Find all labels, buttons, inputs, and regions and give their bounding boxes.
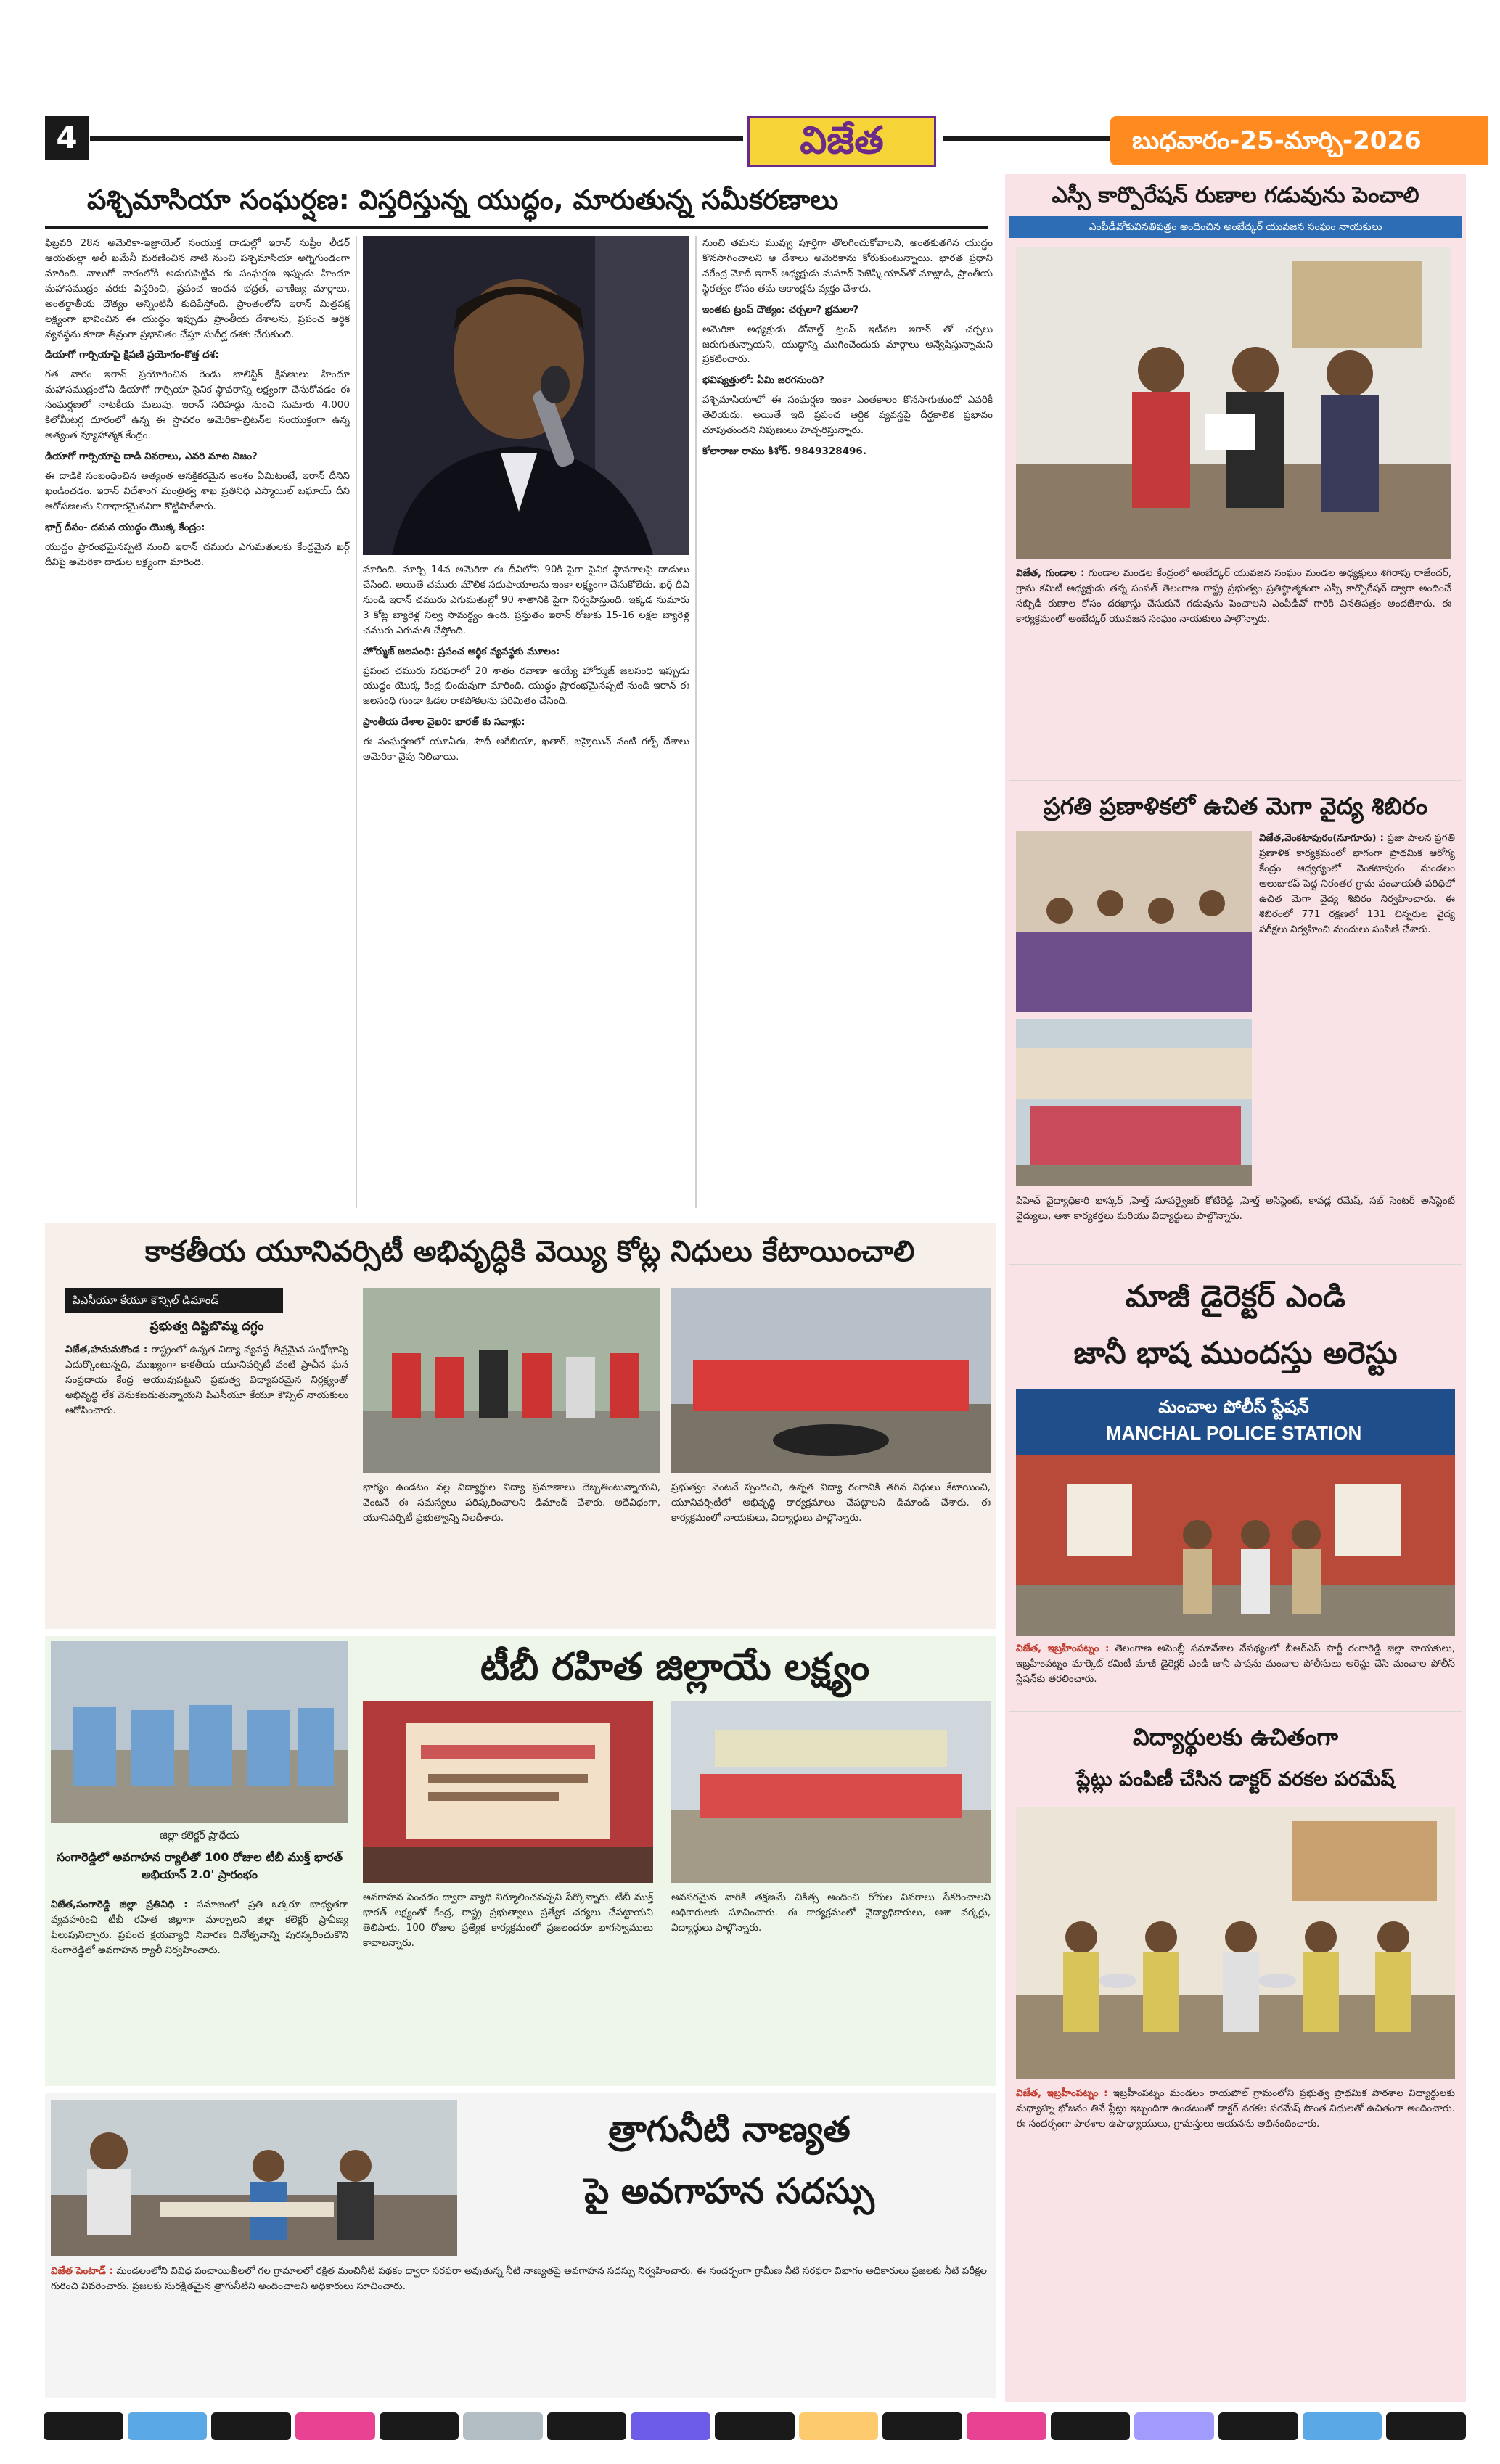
lead-col2 — [363, 562, 689, 1215]
tb-subhead: సంగారెడ్డిలో అవగాహన ర్యాలీతో 100 రోజుల టీబీ ముక్త్ భారత్ అభియాన్ 2.0' ప్రారంభం — [57, 1850, 343, 1881]
lead-subhead5: ప్రాంతీయ దేశాల వైఖరి: భారత్ కు సవాళ్లు: — [363, 716, 525, 728]
tb-body: సమాజంలో ప్రతి ఒక్కరూ బాధ్యతగా వ్యవహరించి టీబీ రహిత జిల్లాగా మార్చాలని జిల్లా కలెక్టర్ ప్రావీణ్య పిలుపునిచ్చారు. ప్రపంచ క్షయవ్యాధి నివారణ దినోత్సవాన్ని పురస్కరించుకొని సంగారెడ్డిలో అవగాహన ర్యాలీ నిర్వహించారు. — [51, 1899, 348, 1956]
sc-body-text: గుండాల మండల కేంద్రంలో అంబేద్కర్ యువజన సంఘం మండల అధ్యక్షులు శిగిరాపు రాజేందర్, గ్రామ కమిటీ అధ్యక్షుడు తన్న సంపత్ తెలంగాణ రాష్ట్ర ప్రభుత్వం ప్రతిష్ఠాత్మకంగా ఎస్సీ కార్పొరేషన్ ద్వారా అందించే సబ్సిడీ రుణాల కోసం దరఖాస్తు చేసుకునే గడువును పెంచాలని ఎంపీడీవో గారికి వినతిపత్రం అందజేశారు. ఈ కార్యక్రమంలో అంబేద్కర్ యువజన సంఘం నాయకులు పాల్గొన్నారు. — [1016, 567, 1451, 625]
camp-body-2 — [1016, 1194, 1455, 1259]
lead-col2-p2: ప్రపంచ చమురు సరఫరాలో 20 శాతం రవాణా అయ్యే హోర్ముజ్ జలసంధి ఇప్పుడు యుద్ధం యొక్క కేంద్ర బిందువుగా మారింది. యుద్ధం ప్రారంభమైనప్పటి నుండి ఇరాన్ ఈ జలసంధి గుండా ఓడల రాకపోకలను పరిమితం చేసింది. — [363, 665, 689, 707]
reg-mark — [295, 2412, 375, 2440]
arrest-headline-1: మాజీ డైరెక్టర్ ఎండి — [1126, 1278, 1345, 1314]
lead-author-photo — [363, 236, 689, 555]
color-registration-strip — [44, 2412, 1466, 2440]
ku-col3 — [671, 1480, 991, 1625]
lead-col1-p4: యుద్ధం ప్రారంభమైనప్పటి నుంచి ఇరాన్ చమురు ఎగుమతులకు కేంద్రమైన ఖర్గ్ దీవిపై అమెరికా దాడుల లక్ష్యంగా మారింది. — [45, 541, 350, 568]
ku-col2 — [363, 1480, 660, 1625]
ku-tag: పిఎసీయూ కేయూ కౌన్సిల్ డిమాండ్ — [65, 1288, 283, 1313]
tb-dateline: విజేత,సంగారెడ్డి జిల్లా ప్రతినిధి : — [51, 1899, 188, 1910]
rally-photo-illustration — [671, 1701, 991, 1883]
col-divider — [356, 236, 357, 1208]
reg-mark — [1386, 2412, 1466, 2440]
reg-mark — [44, 2412, 123, 2440]
lead-rule — [45, 226, 988, 229]
camp-body-text: ప్రజా పాలన ప్రగతి ప్రణాళిక కార్యక్రమంలో భాగంగా ప్రాథమిక ఆరోగ్య కేంద్రం ఆధ్వర్యంలో వెంకటాపురం మండలం ఆలుబాకప్ పెద్ద నిరంతర గ్రామ పంచాయతీ పరిధిలో ఉచిత మెగా వైద్య శిబిరం నిర్వహించారు. ఈ శిబిరంలో 771 రక్షణలో 131 చిన్నరుల వైద్య పరీక్షలు నిర్వహించి మందులు పంపిణీ చేశారు. — [1259, 832, 1455, 935]
sc-photo — [1016, 247, 1451, 559]
camp-dateline: విజేత,వెంకటాపురం(నూగూరు) : — [1259, 832, 1384, 844]
ku-body2: భాగ్యం ఉండటం వల్ల విద్యార్థుల విద్యా ప్రమాణాలు దెబ్బతింటున్నాయని, వెంటనే ఈ సమస్యలు పరిష్కరించాలని డిమాండ్ చేశారు. అదేవిధంగా, యూనివర్సిటీ ప్రభుత్వాన్ని నిలదీశారు. — [363, 1482, 660, 1524]
rally-photo-illustration — [51, 1641, 348, 1823]
sc-subhead: ఎంపీడీవోకువినతిపత్రం అందించిన అంబేద్కర్ యువజన సంఘం నాయకులు — [1009, 216, 1462, 238]
section-rule — [1009, 1264, 1462, 1265]
lead-subhead4: హోర్ముజ్ జలసంధి: ప్రపంచ ఆర్థిక వ్యవస్థకు మూలం: — [363, 645, 560, 657]
tb-rally-photo — [51, 1641, 348, 1823]
lead-col1-p1: ఫిబ్రవరి 28న అమెరికా-ఇజ్రాయెల్ సంయుక్త దాడుల్లో ఇరాన్ సుప్రీం లీడర్ ఆయతుల్లా అలీ ఖమేనీ మరణించిన నాటి నుంచి పశ్చిమాసియా అగ్నిగుండంగా మారింది. నాలుగో వారంలోకి అడుగుపెట్టిన ఈ సంఘర్షణ ఇప్పుడు హిందూ మహాసముద్రం వరకు విస్తరించి, ప్రపంచ ఇంధన భద్రత, వాణిజ్య మార్గాలు, అంతర్జాతీయ దౌత్యం అన్నింటినీ కుదిపేస్తోంది. ప్రాంతంలోని ఇరాన్ మిత్రపక్ష లక్ష్యంగా భావించిన ఈ యుద్ధం ఇప్పుడు ప్రాంతీయ దేశాలను, ప్రపంచ ఆర్థిక వ్యవస్థను కూడా తీవ్రంగా ప్రభావితం చేస్తూ సుదీర్ఘ దశకు చేరుకుంది. — [45, 237, 350, 340]
camp-photo-2 — [1016, 1019, 1252, 1186]
masthead-rule-right — [943, 136, 1110, 141]
reg-mark — [715, 2412, 795, 2440]
tb-col1 — [51, 1897, 348, 2082]
reg-mark — [547, 2412, 627, 2440]
ku-dateline: విజేత,హనుమకొండ : — [65, 1344, 148, 1355]
lead-subhead7: భవిష్యత్తులో: ఏమి జరగనుంది? — [702, 374, 824, 387]
water-headline-1: త్రాగునీటి నాణ్యత — [608, 2109, 851, 2150]
reg-mark — [967, 2412, 1046, 2440]
camp-body2-text: పిహెచ్ వైద్యాధికారి భాస్కర్ ,హెల్త్ సూపర్వైజర్ కోటిరెడ్డి ,హెల్త్ అసిస్టెంట్, కావడ్ల రమేష్, సబ్ సెంటర్ అసిస్టెంట్ వైద్యులు, ఆశా కార్యకర్తలు మరియు విద్యార్థులు పాల్గొన్నారు. — [1016, 1195, 1455, 1222]
lead-subhead3: భాగ్ర్ దీపం- దమన యుద్ధం యొక్క కేంద్రం: — [45, 521, 205, 533]
water-body — [51, 2264, 987, 2394]
lead-author: కోలారాజు రాము కిశోర్. 9849328496. — [702, 445, 866, 458]
ku-headline: కాకతీయ యూనివర్సిటీ అభివృద్ధికి వెయ్యి కోట్ల నిధులు కేటాయించాలి — [144, 1235, 915, 1268]
police-sign-english: MANCHAL POLICE STATION — [1105, 1422, 1362, 1444]
plates-photo — [1016, 1807, 1455, 2079]
plates-body — [1016, 2086, 1455, 2394]
sc-dateline: విజేత, గుండాల : — [1016, 567, 1085, 579]
tb-photo-caption: జిల్లా కలెక్టర్ ప్రాధేయ — [160, 1830, 239, 1841]
tb-body3: అవసరమైన వారికి తక్షణమే చికిత్స అందించి రోగుల వివరాలు సేకరించాలని అధికారులకు సూచించారు. ఈ కార్యక్రమంలో వైద్యాధికారులు, ఆశా వర్కర్లు, విద్యార్థులు పాల్గొన్నారు. — [671, 1892, 991, 1934]
arrest-dateline: విజేత, ఇబ్రహీంపట్నం : — [1016, 1643, 1110, 1654]
col-divider — [695, 236, 697, 1208]
ku-subhead: ప్రభుత్వ దిష్టిబొమ్మ దగ్ధం — [149, 1319, 264, 1334]
water-headline-2: పై అవగాహన సదస్సు — [584, 2171, 874, 2212]
section-rule — [1009, 1711, 1462, 1712]
protest-photo-illustration — [671, 1288, 991, 1473]
lead-headline: పశ్చిమాసియా సంఘర్షణ: విస్తరిస్తున్న యుద్ధం, మారుతున్న సమీకరణాలు — [87, 184, 839, 215]
water-dateline: విజేత పెంటాడ్ : — [51, 2265, 114, 2277]
tb-photo-3 — [671, 1701, 991, 1883]
arrest-body — [1016, 1641, 1455, 1707]
lead-col3-p2: అమెరికా అధ్యక్షుడు డోనాల్డ్ ట్రంప్ ఇటీవల ఇరాన్ తో చర్చలు జరుగుతున్నాయని, యుద్ధాన్ని ముగించేందుకు మార్గాలు అన్వేషిస్తున్నామని ప్రకటించారు. — [702, 323, 993, 366]
reg-mark — [1218, 2412, 1298, 2440]
lead-subhead6: ఇంతకు ట్రంప్ దౌత్యం: చర్చలా? భ్రమలా? — [702, 303, 859, 316]
office-photo-illustration — [1016, 247, 1451, 559]
tb-photo-2 — [363, 1701, 653, 1883]
ku-photo-1 — [363, 1288, 660, 1473]
tb-col3 — [671, 1890, 991, 2082]
reg-mark — [1134, 2412, 1214, 2440]
tb-headline: టీబీ రహిత జిల్లాయే లక్ష్యం — [480, 1646, 870, 1689]
protest-photo-illustration — [363, 1288, 660, 1473]
ku-col1 — [65, 1342, 348, 1625]
reg-mark — [128, 2412, 208, 2440]
issue-date: బుధవారం-25-మార్చి-2026 — [1110, 116, 1488, 165]
police-sign-telugu: మంచాల పోలీస్ స్టేషన్ — [1158, 1397, 1309, 1417]
classroom-illustration — [1016, 1807, 1455, 2079]
reg-mark — [631, 2412, 710, 2440]
lead-col2-p1: మారింది. మార్చి 14న అమెరికా ఈ దీవిలోని 90కి పైగా సైనిక స్థావరాలపై దాడులు చేసింది. అయితే చమురు మౌలిక సదుపాయాలను ఇంకా లక్ష్యంగా చేసుకోలేదు. ఖర్గ్ దీవి నుండి ఇరాన్ చమురు ఎగుమతుల్లో 90 శాతానికి పైగా నిర్వహిస్తుంది. ఇక్కడ సుమారు 3 కోట్ల బ్యారెళ్ల నిల్వ సామర్థ్యం ఉంది. ప్రస్తుతం ఇరాన్ రోజుకు 15-16 లక్షల బ్యారెళ్ల చమురు ఎగుమతి చేస్తోంది. — [363, 564, 689, 636]
reg-mark — [380, 2412, 459, 2440]
reg-mark — [211, 2412, 291, 2440]
lead-col1 — [45, 236, 350, 1215]
water-photo — [51, 2100, 457, 2256]
plates-dateline: విజేత, ఇబ్రహీంపట్నం : — [1016, 2087, 1108, 2099]
meeting-photo-illustration — [51, 2100, 457, 2256]
sc-headline: ఎస్సీ కార్పొరేషన్ రుణాల గడువును పెంచాలి — [1052, 183, 1419, 208]
reg-mark — [1051, 2412, 1131, 2440]
sc-body — [1016, 566, 1451, 773]
camp-body — [1259, 831, 1455, 1186]
camp-headline: ప్రగతి ప్రణాళికలో ఉచిత మెగా వైద్య శిబిరం — [1043, 792, 1428, 820]
plates-headline-1: విద్యార్థులకు ఉచితంగా — [1133, 1723, 1338, 1751]
event-banner-illustration — [363, 1701, 653, 1883]
tb-body2: అవగాహన పెంచడం ద్వారా వ్యాధి నిర్మూలించవచ్చని పేర్కొన్నారు. టీబీ ముక్త్ భారత్ లక్ష్యంతో కేంద్ర, రాష్ట్ర ప్రభుత్వాలు ప్రత్యేక చర్యలు చేపట్టాయని తెలిపారు. 100 రోజుల ప్రత్యేక కార్యక్రమంలో ప్రజలందరూ భాగస్వాములు కావాలన్నారు. — [363, 1892, 653, 1949]
reg-mark — [882, 2412, 962, 2440]
arrest-headline-2: జానీ భాష ముందస్తు అరెస్టు — [1073, 1335, 1398, 1371]
ku-photo-2 — [671, 1288, 991, 1473]
lead-col1-p2: గత వారం ఇరాన్ ప్రయోగించిన రెండు బాలిస్టిక్ క్షిపణులు హిందూ మహాసముద్రంలోని డియాగో గార్సియా సైనిక స్థావరాన్ని లక్ష్యంగా చేసుకోవడం ఈ సంఘర్షణలో నాటకీయ మలుపు. ఇరాన్ సరిహద్దు నుంచి సుమారు 4,000 కిలోమీటర్ల దూరంలో ఉన్న ఈ స్థావరం అమెరికా-బ్రిటన్‌ల సంయుక్తంగా ఉన్న అత్యంత వ్యూహాత్మక కేంద్రం. — [45, 369, 350, 442]
masthead-rule-left — [90, 136, 743, 141]
newspaper-logo: విజేత — [747, 116, 936, 167]
reg-mark — [1303, 2412, 1382, 2440]
lead-col3 — [702, 236, 993, 1215]
camp-photo-1 — [1016, 831, 1252, 1012]
plates-headline-2: ప్లేట్లు పంపిణీ చేసిన డాక్టర్ వరకల పరమేష్ — [1076, 1768, 1395, 1791]
page-number: 4 — [45, 116, 89, 160]
arrest-body-text: తెలంగాణ అసెంబ్లీ సమావేశాల నేపథ్యంలో బీఆర్ఎస్ పార్టీ రంగారెడ్డి జిల్లా నాయకులు, ఇబ్రహీంపట్నం మార్కెట్ కమిటీ మాజీ డైరెక్టర్ ఎండీ జానీ పాషను మంచాల పోలీసులు అరెస్టు చేసి మంచాల పోలీస్ స్టేషన్‌కు తరలించారు. — [1016, 1643, 1455, 1685]
reg-mark — [463, 2412, 543, 2440]
plates-body-text: ఇబ్రహీంపట్నం మండలం రాయపోల్ గ్రామంలోని ప్రభుత్వ ప్రాథమిక పాఠశాల విద్యార్థులకు మధ్యాహ్న భోజనం తినే ప్లేట్లు ఇబ్బందిగా ఉండటంతో డాక్టర్ వరకల పరమేష్ సొంత నిధులతో ఉచితంగా అందించారు. ఈ సందర్భంగా పాఠశాల ఉపాధ్యాయులు, గ్రామస్తులు ఆయనను అభినందించారు. — [1016, 2087, 1455, 2130]
lead-col1-p3: ఈ దాడికి సంబంధించిన అత్యంత ఆసక్తికరమైన అంశం ఏమిటంటే, ఇరాన్ దీనిని ఖండించడం. ఇరాన్ విదేశాంగ మంత్రిత్వ శాఖ ప్రతినిధి ఎస్మాయిల్ బఘాయ్ దీని ఆరోపణలను నిరాధారమైనవిగా కొట్టిపారేశారు. — [45, 469, 350, 512]
lead-subhead1: డియాగో గార్సియాపై క్షిపణి ప్రయోగం-కొత్త దశ: — [45, 349, 219, 361]
students-illustration — [1016, 1019, 1252, 1186]
lead-col3-p1: నుంచి తమను మువ్వు పూర్తిగా తొలగించుకోవాలని, అంతకుతగిన యుద్ధం కొనసాగించాలని ఆ దేశాలు అమెరికాను కోరుకుంటున్నాయి. భారత ప్రధాని నరేంద్ర మోదీ ఇరాన్ అధ్యక్షుడు మసూద్ పెజెష్కియాన్‌తో మాట్లాడి, ప్రాంతీయ స్థిరత్వం కోసం తమ ఆకాంక్షను వ్యక్తం చేశారు. — [702, 237, 993, 295]
section-rule — [1009, 780, 1462, 781]
lead-subhead2: డియాగో గార్సియాపై దాడి వివరాలు, ఎవరి మాట నిజం? — [45, 450, 258, 462]
water-body-text: మండలంలోని వివిధ పంచాయితీలలో గల గ్రామాలలో రక్షిత మంచినీటి పథకం ద్వారా సరఫరా అవుతున్న నీటి నాణ్యతపై అవగాహన సదస్సు నిర్వహించారు. ఈ సందర్భంగా గ్రామీణ నీటి సరఫరా విభాగం అధికారులు ప్రజలకు నీటి పరీక్షల గురించి వివరించారు. ప్రజలకు సురక్షితమైన త్రాగునీటిని అందించాలని అధికారులు సూచించారు. — [51, 2265, 987, 2292]
lead-col3-p3: పశ్చిమాసియాలో ఈ సంఘర్షణ ఇంకా ఎంతకాలం కొనసాగుతుందో ఎవరికీ తెలియదు. అయితే ఇది ప్రపంచ ఆర్థిక వ్యవస్థపై దీర్ఘకాలిక ప్రభావం చూపుతుందని నిపుణులు హెచ్చరిస్తున్నారు. — [702, 394, 993, 437]
ku-body3: ప్రభుత్వం వెంటనే స్పందించి, ఉన్నత విద్యా రంగానికి తగిన నిధులు కేటాయించి, యూనివర్సిటీలో అభివృద్ధి కార్యక్రమాలు చేపట్టాలని డిమాండ్ చేశారు. ఈ కార్యక్రమంలో నాయకులు, విద్యార్థులు పాల్గొన్నారు. — [671, 1482, 991, 1524]
portrait-illustration — [363, 236, 689, 555]
lead-col2-p3: ఈ సంఘర్షణలో యూఏఈ, సౌదీ అరేబియా, ఖతార్, బహ్రెయిన్ వంటి గల్ఫ్ దేశాలు అమెరికా వైపు నిలిచాయి. — [363, 736, 689, 763]
reg-mark — [799, 2412, 879, 2440]
ku-body: రాష్ట్రంలో ఉన్నత విద్యా వ్యవస్థ తీవ్రమైన సంక్షోభాన్ని ఎదుర్కొంటున్నది, ముఖ్యంగా కాకతీయ యూనివర్సిటీ వంటి ప్రాచీన ఘన సంప్రదాయ కేంద్ర ఆయువుపట్టుని ప్రభుత్వ విద్యాపరమైన నిర్లక్ష్యంతో అభివృద్ధి లేక వెనుకబడుతున్నాయని పిఎసీయూ కేయూ కౌన్సిల్ నాయకులు ఆరోపించారు. — [65, 1344, 348, 1416]
medical-camp-illustration — [1016, 831, 1252, 1012]
tb-col2 — [363, 1890, 653, 2082]
